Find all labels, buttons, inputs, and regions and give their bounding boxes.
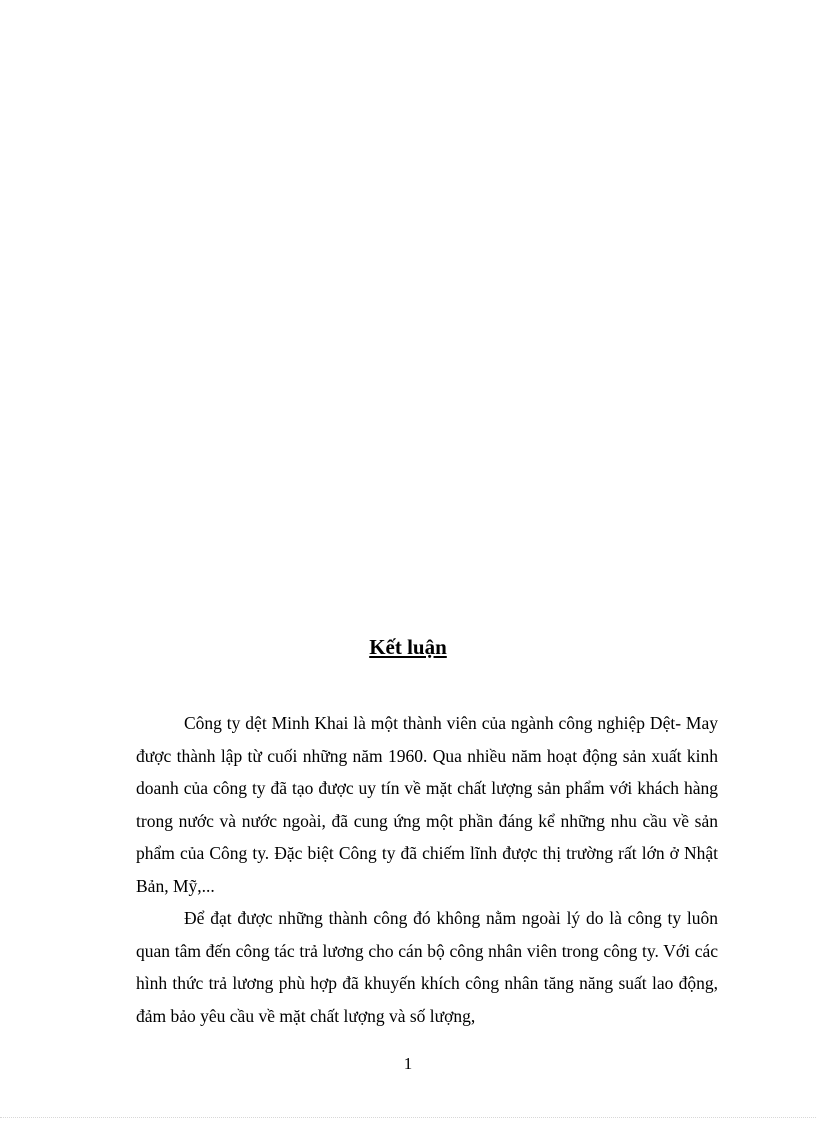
page-bottom-border [0, 1117, 816, 1118]
page-number: 1 [403, 1054, 413, 1073]
page-title: Kết luận [369, 635, 447, 659]
body-text [136, 707, 718, 1032]
paragraph-1: Công ty dệt Minh Khai là một thành viên của ngành công nghiệp Dệt- May được thành lập từ cuối những năm 1960. Qua nhiều năm hoạt động sản xuất kinh doanh của công ty đã tạo được uy tín về mặt chất lượng sản phẩm với khách hàng trong nước và nước ngoài, đã cung ứng một phần đáng kể những nhu cầu về sản phẩm của Công ty. Đặc biệt Công ty đã chiếm lĩnh được thị trường rất lớn ở Nhật Bản, Mỹ,... [136, 713, 718, 896]
paragraph-2: Để đạt được những thành công đó không nằm ngoài lý do là công ty luôn quan tâm đến công tác trả lương cho cán bộ công nhân viên trong công ty. Với các hình thức trả lương phù hợp đã khuyến khích công nhân tăng năng suất lao động, đảm bảo yêu cầu về mặt chất lượng và số lượng, [136, 908, 718, 1026]
